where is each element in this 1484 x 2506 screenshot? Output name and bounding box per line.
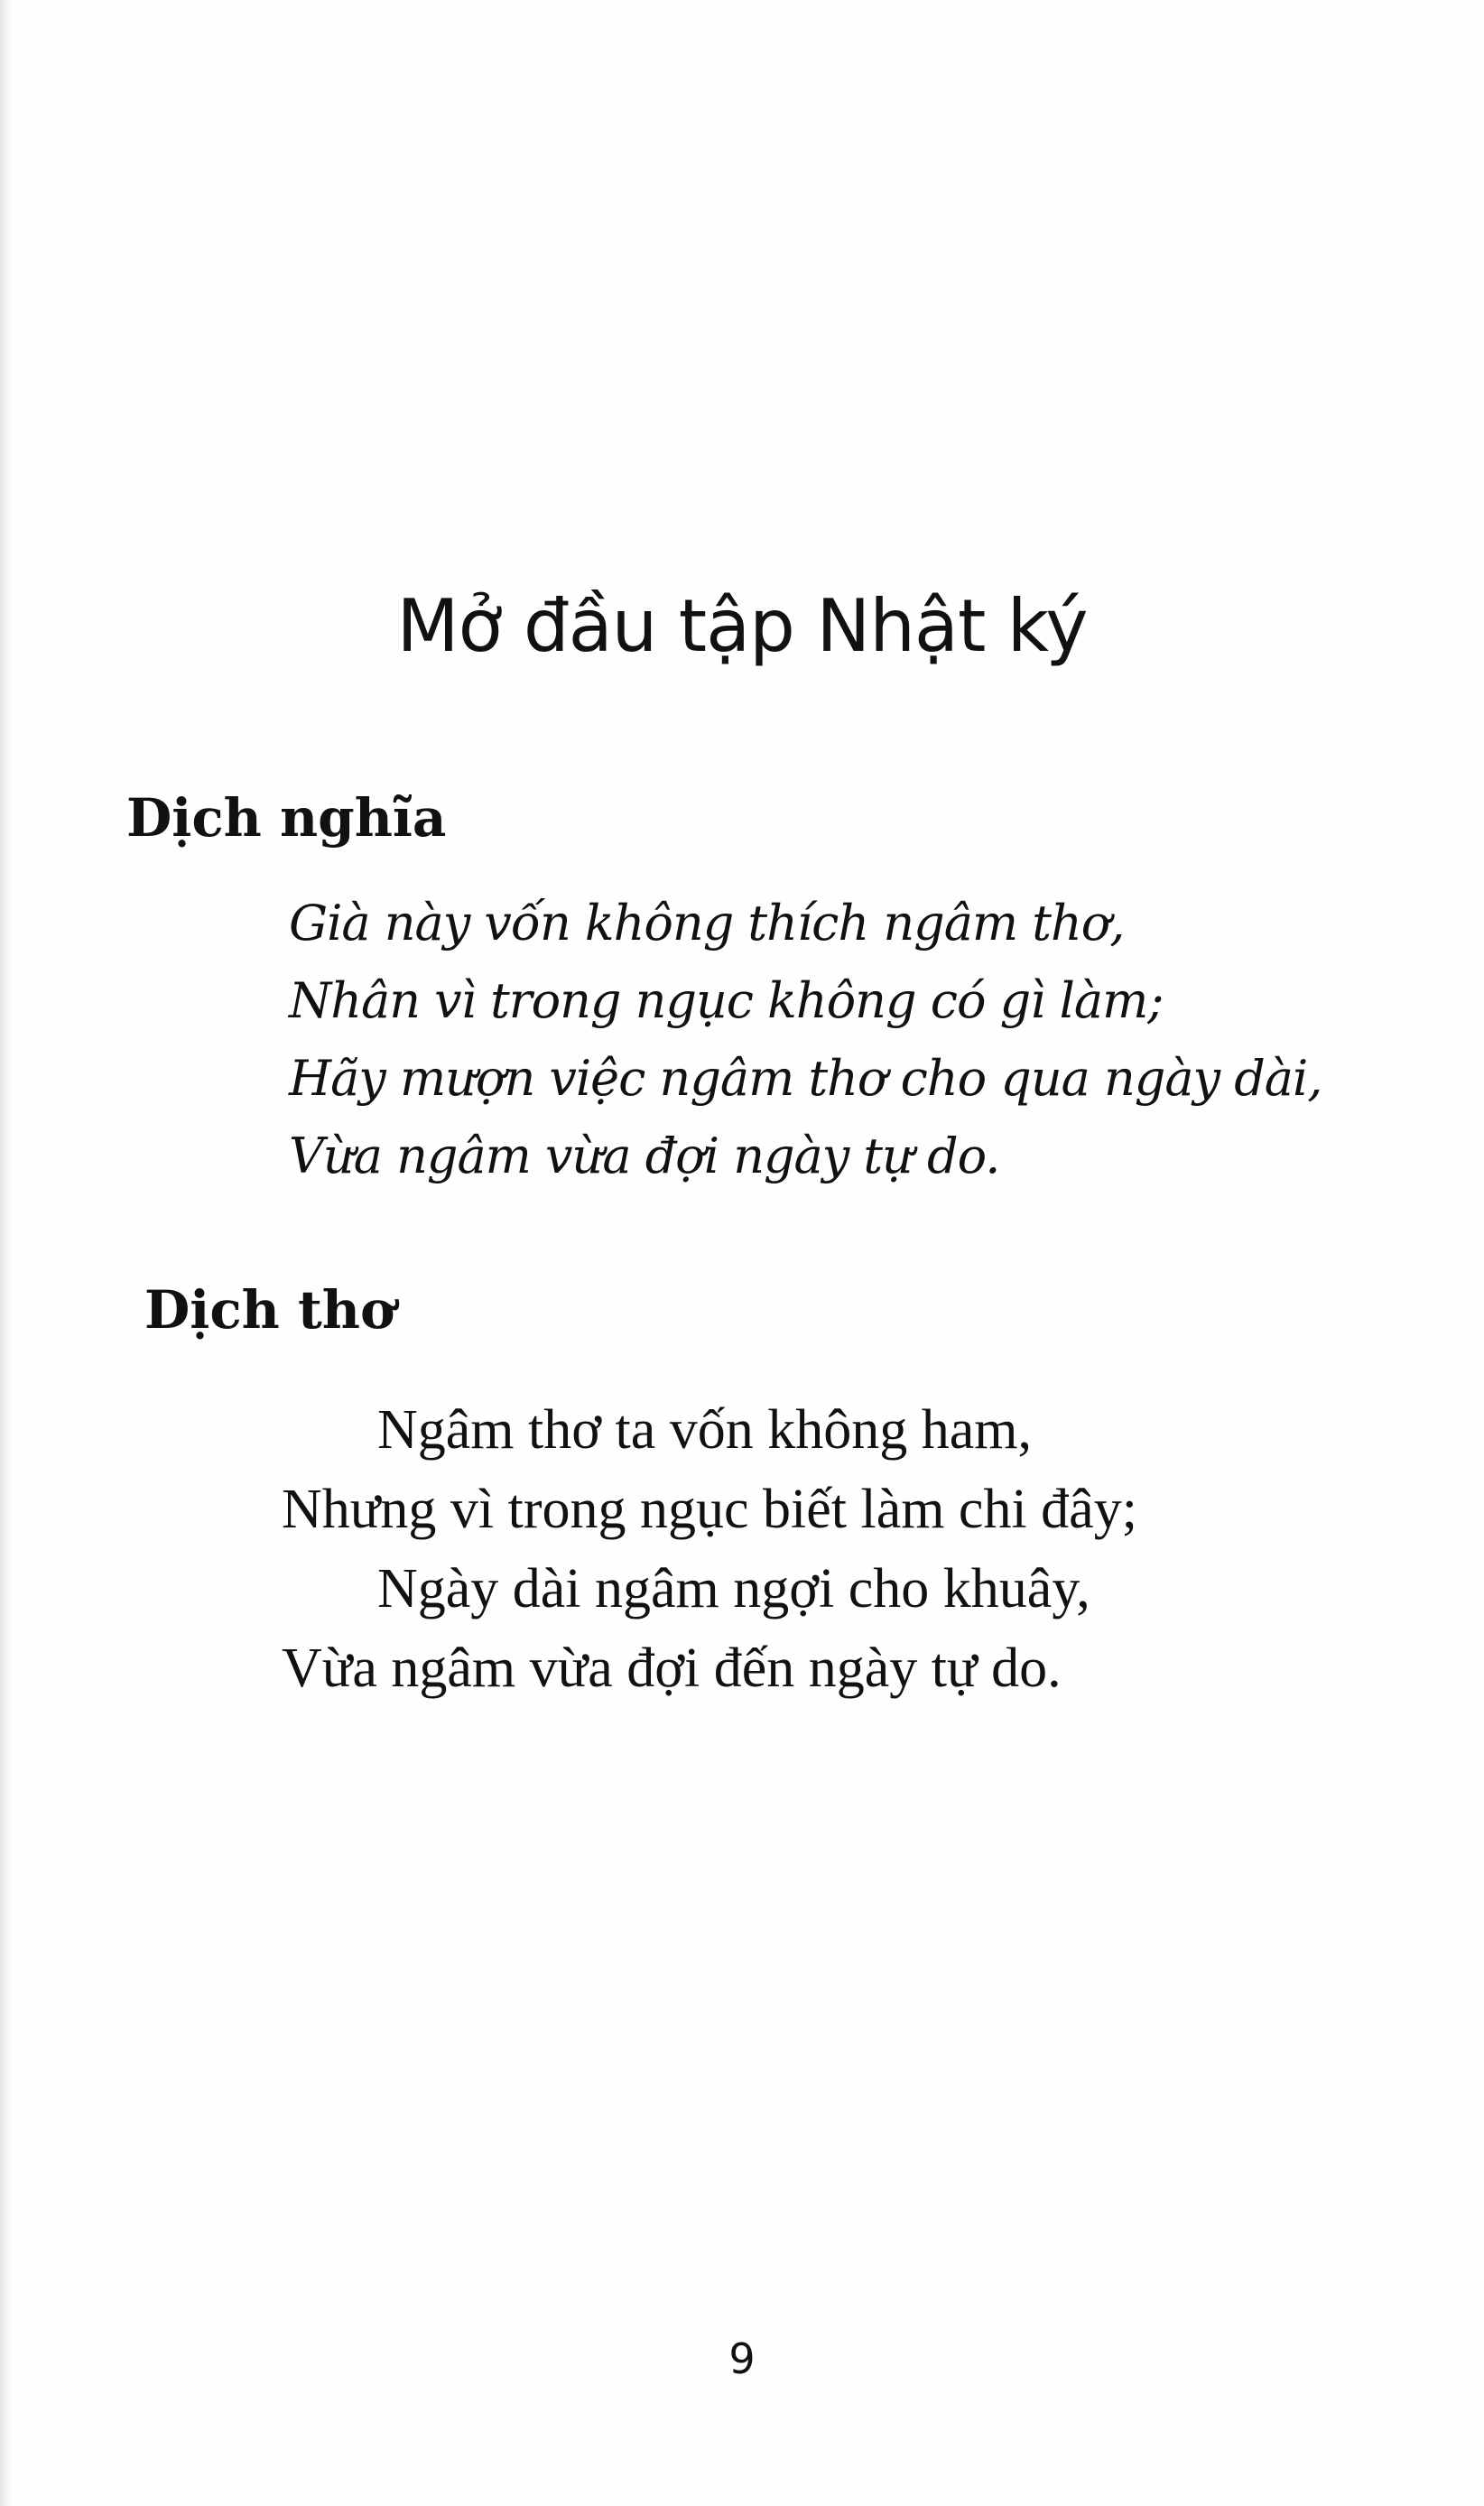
page-edge-shadow: [0, 0, 13, 2506]
page-number: 9: [728, 2334, 756, 2383]
verse-translation-block: [271, 1390, 1354, 1708]
verse-line-3: Ngày dài ngâm ngợi cho khuây,: [377, 1558, 1090, 1620]
literal-line-2: Nhân vì trong ngục không có gì làm;: [289, 972, 1164, 1029]
section-heading-literal-translation: Dịch nghĩa: [126, 787, 447, 849]
literal-translation-block: [289, 885, 1372, 1195]
literal-line-4: Vừa ngâm vừa đợi ngày tự do.: [289, 1128, 1000, 1184]
literal-line-1: Già này vốn không thích ngâm thơ,: [289, 895, 1125, 951]
section-heading-verse-translation: Dịch thơ: [144, 1279, 395, 1341]
verse-line-2: Nhưng vì trong ngục biết làm chi đây;: [282, 1479, 1137, 1540]
verse-line-1: Ngâm thơ ta vốn không ham,: [377, 1399, 1033, 1461]
verse-line-4: Vừa ngâm vừa đợi đến ngày tự do.: [282, 1638, 1062, 1699]
literal-line-3: Hãy mượn việc ngâm thơ cho qua ngày dài,: [289, 1050, 1322, 1107]
page-title: Mở đầu tập Nhật ký: [396, 584, 1088, 668]
